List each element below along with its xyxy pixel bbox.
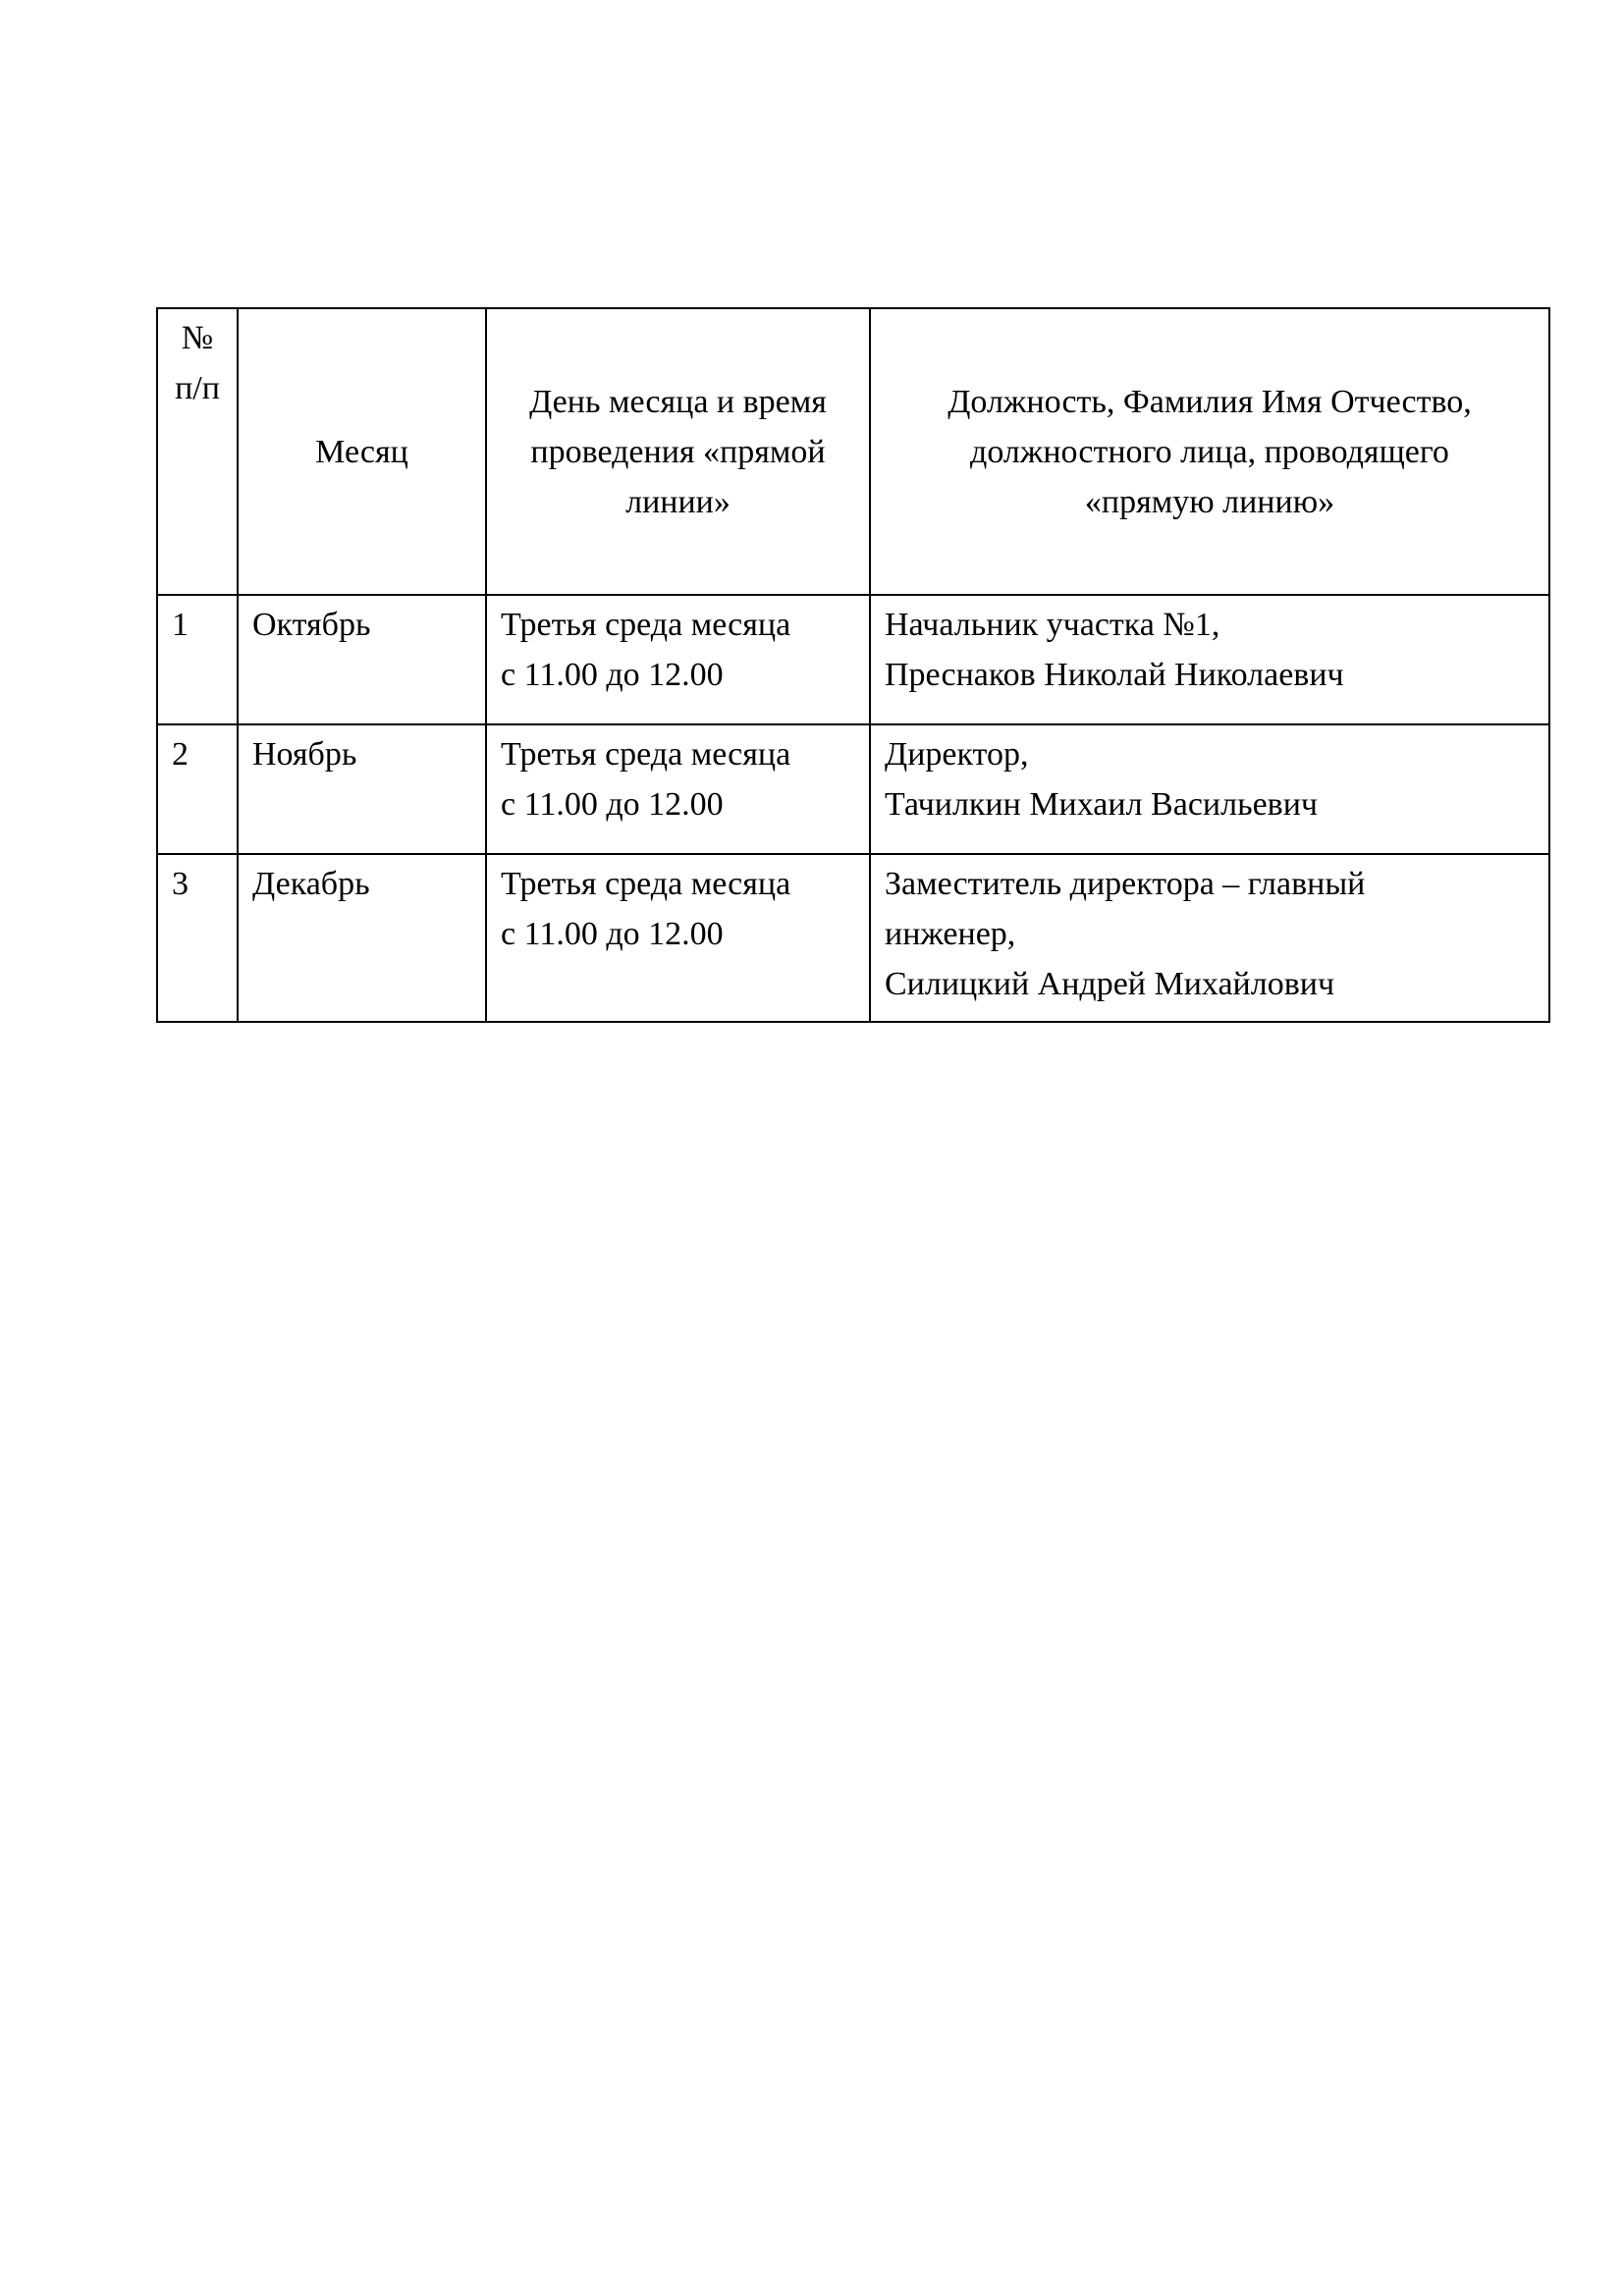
table-row [157,724,1549,854]
header-date-time-line-2: проведения «прямой [530,433,826,470]
table-row [157,595,1549,724]
row-official-position: Директор, [885,736,1029,773]
row-month-cell: Ноябрь [238,724,486,854]
row-date-time-line-1: Третья среда месяца [501,866,791,902]
row-date-time-line-2: с 11.00 до 12.00 [501,657,724,693]
table-header-row [157,308,1549,595]
header-number-line-1: № [181,320,214,356]
row-date-time-cell [486,595,870,724]
header-cell-date-time [486,308,870,595]
row-number-cell: 2 [157,724,238,854]
header-cell-number [157,308,238,595]
row-official-name: Силицкий Андрей Михайлович [885,966,1335,1002]
row-number-cell: 3 [157,854,238,1022]
row-date-time-line-2: с 11.00 до 12.00 [501,786,724,823]
row-month-cell: Октябрь [238,595,486,724]
row-date-time-line-1: Третья среда месяца [501,736,791,773]
row-official-cell [870,854,1549,1022]
header-date-time-line-3: линии» [625,483,731,520]
header-number-line-2: п/п [175,370,220,406]
header-date-time-line-1: День месяца и время [529,383,827,420]
row-official-position: Заместитель директора – главный [885,866,1366,902]
header-cell-month [238,308,486,595]
row-official-name: Преснаков Николай Николаевич [885,657,1344,693]
table-row [157,854,1549,1022]
row-official-cell [870,724,1549,854]
header-month-label: Месяц [315,433,408,470]
row-number-cell: 1 [157,595,238,724]
header-official-line-1: Должность, Фамилия Имя Отчество, [947,383,1472,420]
row-official-position-cont: инженер, [885,916,1016,952]
row-date-time-line-2: с 11.00 до 12.00 [501,916,724,952]
row-official-cell [870,595,1549,724]
row-month-cell: Декабрь [238,854,486,1022]
row-official-position: Начальник участка №1, [885,607,1220,643]
header-cell-official [870,308,1549,595]
hotline-schedule-table [156,307,1550,1023]
row-date-time-cell [486,854,870,1022]
row-official-name: Тачилкин Михаил Васильевич [885,786,1319,823]
header-official-line-2: должностного лица, проводящего [970,433,1449,470]
header-official-line-3: «прямую линию» [1084,483,1335,520]
row-date-time-cell [486,724,870,854]
row-date-time-line-1: Третья среда месяца [501,607,791,643]
